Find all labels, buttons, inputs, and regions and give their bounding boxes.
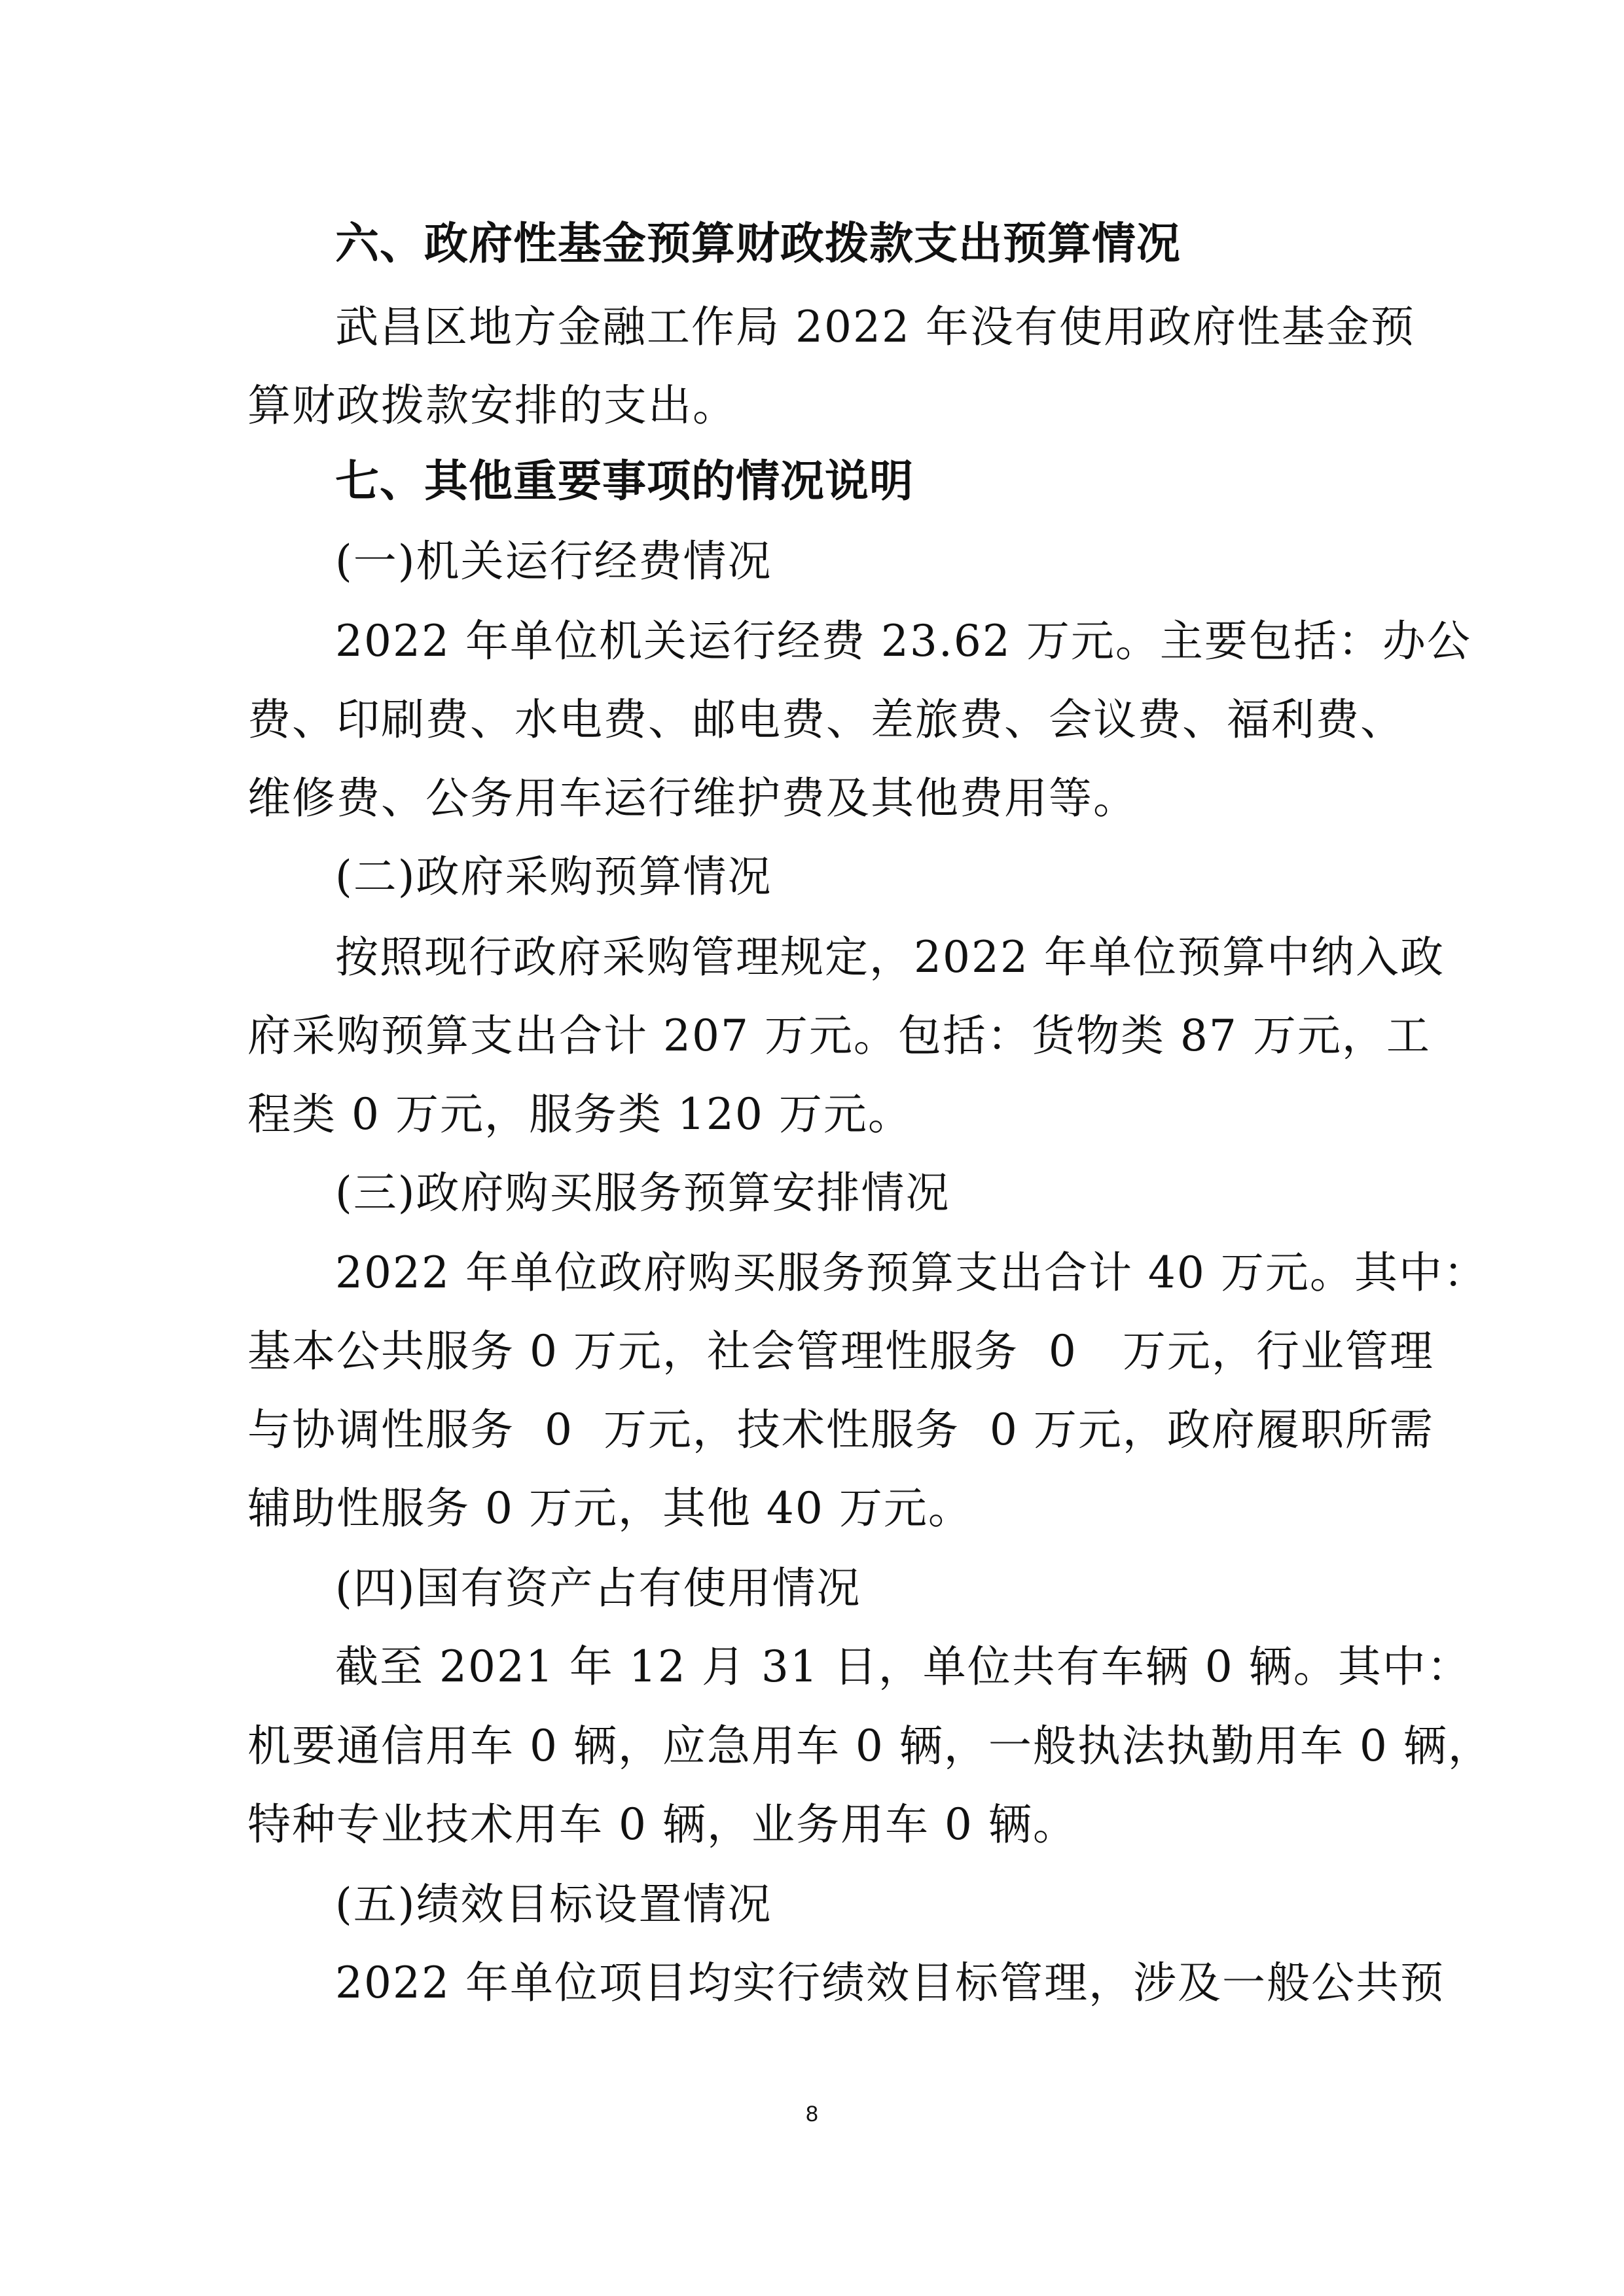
paragraph-line: 辅助性服务 0 万元，其他 40 万元。	[247, 1483, 973, 1534]
paragraph-line: 2022 年单位项目均实行绩效目标管理，涉及一般公共预	[335, 1958, 1445, 2008]
page-number: 8	[806, 2102, 818, 2126]
section-heading-other-matters: 七、其他重要事项的情况说明	[335, 456, 914, 507]
subsection-heading-procurement: (二)政府采购预算情况	[335, 852, 772, 902]
paragraph-line: 2022 年单位机关运行经费 23.62 万元。主要包括：办公	[335, 616, 1471, 666]
paragraph-line: 特种专业技术用车 0 辆，业务用车 0 辆。	[247, 1799, 1077, 1850]
subsection-heading-performance-goals: (五)绩效目标设置情况	[335, 1879, 772, 1929]
subsection-heading-state-assets: (四)国有资产占有使用情况	[335, 1563, 861, 1613]
paragraph-line: 与协调性服务 0 万元，技术性服务 0 万元，政府履职所需	[247, 1405, 1434, 1455]
paragraph-line: 2022 年单位政府购买服务预算支出合计 40 万元。其中：	[335, 1247, 1488, 1298]
paragraph-line: 程类 0 万元，服务类 120 万元。	[247, 1089, 912, 1139]
paragraph-line: 算财政拨款安排的支出。	[247, 380, 737, 431]
paragraph-line: 机要通信用车 0 辆，应急用车 0 辆，一般执法执勤用车 0 辆，	[247, 1721, 1492, 1771]
section-heading-government-fund: 六、政府性基金预算财政拨款支出预算情况	[335, 218, 1181, 269]
paragraph-line: 武昌区地方金融工作局 2022 年没有使用政府性基金预	[335, 302, 1415, 352]
paragraph-line: 维修费、公务用车运行维护费及其他费用等。	[247, 773, 1138, 823]
paragraph-line: 府采购预算支出合计 207 万元。包括：货物类 87 万元，工	[247, 1011, 1431, 1061]
paragraph-line: 按照现行政府采购管理规定，2022 年单位预算中纳入政	[335, 932, 1445, 982]
paragraph-line: 截至 2021 年 12 月 31 日，单位共有车辆 0 辆。其中：	[335, 1641, 1471, 1692]
subsection-heading-operating-expenses: (一)机关运行经费情况	[335, 536, 772, 586]
subsection-heading-purchased-services: (三)政府购买服务预算安排情况	[335, 1168, 950, 1218]
paragraph-line: 费、印刷费、水电费、邮电费、差旅费、会议费、福利费、	[247, 694, 1405, 745]
paragraph-line: 基本公共服务 0 万元，社会管理性服务 0 万元，行业管理	[247, 1326, 1434, 1376]
